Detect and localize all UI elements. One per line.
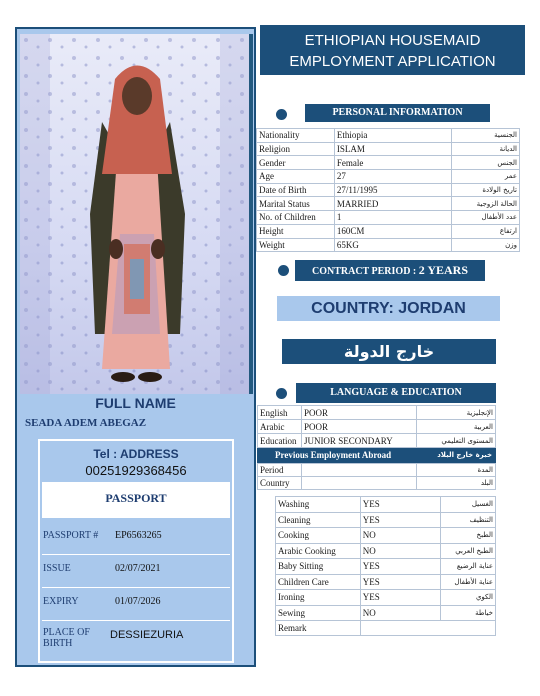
row-value: YES (360, 497, 440, 513)
table-row (276, 559, 496, 575)
row-arabic-label: الطبخ (441, 528, 496, 544)
table-row (276, 497, 496, 513)
country-banner: COUNTRY: JORDAN (277, 296, 500, 321)
row-label: Age (257, 170, 335, 184)
row-label: Weight (257, 238, 335, 252)
row-arabic-label: المستوى التعليمي (417, 434, 496, 448)
row-arabic-label: عناية الأطفال (441, 574, 496, 590)
row-value: JUNIOR SECONDARY (301, 434, 417, 448)
row-label: Period (258, 464, 302, 477)
row-value: 1 (334, 211, 451, 225)
table-row (258, 434, 496, 448)
table-row (257, 142, 520, 156)
row-value: YES (360, 559, 440, 575)
abroad-arabic-banner: خارج الدولة (282, 339, 496, 364)
title-line-1: ETHIOPIAN HOUSEMAID (304, 32, 481, 49)
birthplace-label-line1: PLACE OF (43, 627, 90, 638)
issue-value: 02/07/2021 (115, 563, 161, 574)
section-bullet-icon (276, 388, 287, 399)
expiry-label: EXPIRY (43, 596, 79, 607)
row-arabic-label: الجنس (452, 156, 520, 170)
table-row (276, 574, 496, 590)
full-name-label: FULL NAME (95, 395, 176, 411)
row-label: No. of Children (257, 211, 335, 225)
row-arabic-label: البلد (417, 477, 496, 490)
row-value: NO (360, 543, 440, 559)
row-label: Baby Sitting (276, 559, 361, 575)
row-arabic-label: الديانة (452, 142, 520, 156)
row-arabic-label: عمر (452, 170, 520, 184)
row-value: MARRIED (334, 197, 451, 211)
row-label: Gender (257, 156, 335, 170)
table-row (257, 211, 520, 225)
row-arabic-label: الكوي (441, 590, 496, 606)
contact-passport-box (38, 439, 234, 663)
birthplace-value: DESSIEZURIA (110, 629, 184, 641)
table-row (257, 156, 520, 170)
row-label: Date of Birth (257, 183, 335, 197)
row-arabic-label: المدة (417, 464, 496, 477)
row-arabic-label: الطبخ العربي (441, 543, 496, 559)
section-bullet-icon (276, 109, 287, 120)
passport-title-box (42, 482, 230, 518)
table-row (257, 183, 520, 197)
row-arabic-label: الغسيل (441, 497, 496, 513)
row-label: Religion (257, 142, 335, 156)
row-label: English (258, 406, 302, 420)
table-row (257, 129, 520, 143)
table-row (276, 605, 496, 621)
contract-value: 2 YEARS (418, 263, 468, 277)
row-label: Cleaning (276, 512, 361, 528)
previous-employment-label: Previous Employment Abroad (275, 450, 392, 460)
personal-info-header: PERSONAL INFORMATION (305, 104, 490, 122)
passport-no-label: PASSPORT # (43, 530, 99, 541)
row-value (301, 464, 416, 477)
remark-label: Remark (276, 621, 361, 636)
row-value: YES (360, 590, 440, 606)
row-value: ISLAM (334, 142, 451, 156)
passport-title: PASSPORT (105, 491, 167, 505)
row-arabic-label: عناية الرضيع (441, 559, 496, 575)
language-education-table (257, 405, 496, 448)
tel-label: Tel : ADDRESS (93, 447, 179, 461)
tel-value: 00251929368456 (85, 463, 187, 478)
photo-divider (249, 34, 253, 394)
application-title (260, 25, 525, 75)
row-value: YES (360, 574, 440, 590)
row-arabic-label: التنظيف (441, 512, 496, 528)
birthplace-label-line2: BIRTH (43, 638, 73, 649)
table-row (257, 197, 520, 211)
table-row (257, 170, 520, 184)
row-value: 27/11/1995 (334, 183, 451, 197)
section-bullet-icon (278, 265, 289, 276)
person-photo-icon (20, 34, 253, 394)
row-arabic-label: الحالة الزوجية (452, 197, 520, 211)
previous-employment-table (257, 463, 496, 490)
row-arabic-label: العربية (417, 420, 496, 434)
expiry-value: 01/07/2026 (115, 596, 161, 607)
table-row (276, 543, 496, 559)
row-label: Marital Status (257, 197, 335, 211)
row-label: Education (258, 434, 302, 448)
table-row (257, 224, 520, 238)
previous-employment-header (257, 448, 496, 463)
row-arabic-label: عدد الأطفال (452, 211, 520, 225)
remark-value (360, 621, 495, 636)
row-label: Washing (276, 497, 361, 513)
row-label: Cooking (276, 528, 361, 544)
table-row (276, 590, 496, 606)
divider (42, 554, 230, 555)
personal-info-table (256, 128, 520, 252)
remark-row (276, 621, 496, 636)
language-education-header: LANGUAGE & EDUCATION (296, 383, 496, 403)
previous-employment-arabic: خبرة خارج البلاد (437, 451, 492, 459)
divider (42, 620, 230, 621)
row-arabic-label: الجنسية (452, 129, 520, 143)
row-value: NO (360, 605, 440, 621)
row-value: Female (334, 156, 451, 170)
row-label: Nationality (257, 129, 335, 143)
table-row (258, 477, 496, 490)
passport-no-value: EP6563265 (115, 530, 162, 541)
skills-table (275, 496, 496, 636)
row-value: 65KG (334, 238, 451, 252)
table-row (276, 512, 496, 528)
row-value: NO (360, 528, 440, 544)
row-label: Country (258, 477, 302, 490)
row-value (301, 477, 416, 490)
row-label: Arabic Cooking (276, 543, 361, 559)
contract-period-banner (295, 260, 485, 281)
row-label: Sewing (276, 605, 361, 621)
table-row (257, 238, 520, 252)
row-value: 27 (334, 170, 451, 184)
row-label: Ironing (276, 590, 361, 606)
row-value: POOR (301, 406, 417, 420)
row-value: YES (360, 512, 440, 528)
row-value: 160CM (334, 224, 451, 238)
issue-label: ISSUE (43, 563, 71, 574)
applicant-photo (20, 34, 253, 394)
row-arabic-label: الإنجليزية (417, 406, 496, 420)
table-row (258, 464, 496, 477)
row-arabic-label: ارتفاع (452, 224, 520, 238)
row-value: POOR (301, 420, 417, 434)
full-name-value: SEADA ADEM ABEGAZ (25, 417, 147, 429)
row-arabic-label: وزن (452, 238, 520, 252)
applicant-card (15, 27, 256, 667)
divider (42, 587, 230, 588)
row-value: Ethiopia (334, 129, 451, 143)
title-line-2: EMPLOYMENT APPLICATION (289, 53, 496, 70)
table-row (258, 406, 496, 420)
row-label: Children Care (276, 574, 361, 590)
contract-label: CONTRACT PERIOD : (311, 266, 417, 277)
row-arabic-label: تاريخ الولادة (452, 183, 520, 197)
row-arabic-label: خياطة (441, 605, 496, 621)
table-row (276, 528, 496, 544)
row-label: Arabic (258, 420, 302, 434)
table-row (258, 420, 496, 434)
row-label: Height (257, 224, 335, 238)
